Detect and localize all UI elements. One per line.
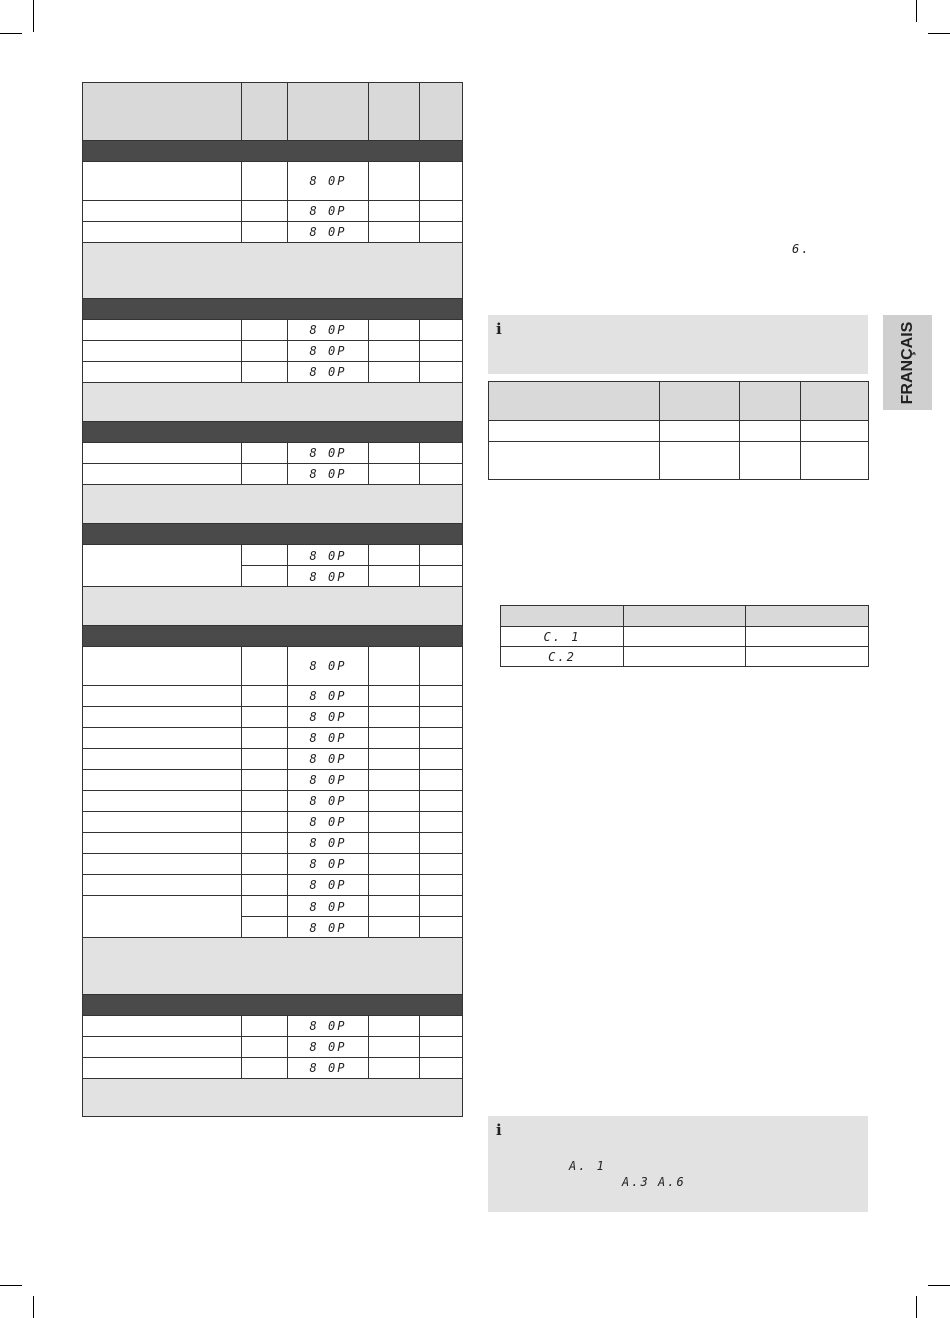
table-row <box>83 361 462 382</box>
table-row <box>83 811 462 832</box>
table-row <box>83 727 462 748</box>
info-icon: i <box>496 1121 502 1139</box>
note-row <box>83 586 462 625</box>
display-code: 8 0P <box>309 204 347 218</box>
display-code: 8 0P <box>309 225 347 239</box>
display-code: 8 0P <box>309 752 347 766</box>
note-row <box>83 242 462 298</box>
display-code: 8 0P <box>309 836 347 850</box>
crop-mark <box>33 0 34 32</box>
display-code: 8 0P <box>309 365 347 379</box>
info-icon: i <box>496 320 502 338</box>
table-row <box>83 1036 462 1057</box>
table-row <box>501 647 869 667</box>
program-table <box>82 82 463 1117</box>
segment-code-6: 6. <box>792 242 811 256</box>
note-row <box>83 937 462 994</box>
language-tab <box>883 315 932 410</box>
display-code: 8 0P <box>309 899 347 914</box>
table-row <box>83 748 462 769</box>
language-tab-label: FRANÇAIS <box>898 321 916 404</box>
display-code: 8 0P <box>309 857 347 871</box>
display-code: 8 0P <box>309 659 347 673</box>
display-code: 8 0P <box>309 920 347 935</box>
display-code: 8 0P <box>309 1061 347 1075</box>
display-code: 8 0P <box>309 773 347 787</box>
display-code: 8 0P <box>309 174 347 188</box>
info-box <box>488 1116 868 1212</box>
table-row <box>83 685 462 706</box>
table-row <box>83 340 462 361</box>
code-c1: C. 1 <box>543 629 581 644</box>
section-header <box>83 298 462 319</box>
crop-mark <box>916 0 917 22</box>
table-row <box>83 442 462 463</box>
display-code: 8 0P <box>309 1040 347 1054</box>
section-header <box>83 523 462 544</box>
table-row <box>83 200 462 221</box>
display-code: 8 0P <box>309 710 347 724</box>
table-row <box>501 627 869 647</box>
display-code: 8 0P <box>309 689 347 703</box>
table-row <box>83 853 462 874</box>
table-row <box>83 874 462 895</box>
table-row <box>83 790 462 811</box>
table-row <box>83 769 462 790</box>
table-row <box>83 221 462 242</box>
section-header <box>83 994 462 1015</box>
table-row <box>83 319 462 340</box>
table-row <box>83 463 462 484</box>
section-header <box>83 421 462 442</box>
crop-mark <box>33 1296 34 1318</box>
note-row <box>83 484 462 523</box>
table-row <box>83 895 462 937</box>
table-header <box>489 382 869 421</box>
code-c2: C.2 <box>548 649 576 664</box>
note-row <box>83 382 462 421</box>
display-code: 8 0P <box>309 878 347 892</box>
table-row <box>83 832 462 853</box>
table-row <box>83 1015 462 1036</box>
table-row <box>83 1057 462 1078</box>
display-code: 8 0P <box>309 731 347 745</box>
code-a3: A.3 <box>622 1175 650 1189</box>
c-code-table <box>500 605 869 667</box>
code-a1: A. 1 <box>569 1159 606 1173</box>
section-header <box>83 140 462 161</box>
crop-mark <box>916 1296 917 1318</box>
display-code: 8 0P <box>309 794 347 808</box>
info-box <box>488 315 868 374</box>
display-code: 8 0P <box>309 548 347 563</box>
note-row <box>83 1078 462 1116</box>
display-code: 8 0P <box>309 467 347 481</box>
table-header <box>83 83 462 140</box>
display-code: 8 0P <box>309 344 347 358</box>
table-row <box>489 442 869 480</box>
crop-mark <box>928 33 950 34</box>
display-code: 8 0P <box>309 323 347 337</box>
crop-mark <box>0 33 22 34</box>
display-code: 8 0P <box>309 569 347 584</box>
display-code: 8 0P <box>309 446 347 460</box>
table-row <box>83 161 462 200</box>
table-row <box>83 544 462 586</box>
table-row <box>83 706 462 727</box>
crop-mark <box>0 1285 22 1286</box>
code-a6: A.6 <box>658 1175 686 1189</box>
section-header <box>83 625 462 646</box>
crop-mark <box>928 1285 950 1286</box>
display-code: 8 0P <box>309 815 347 829</box>
table-row <box>83 646 462 685</box>
settings-table <box>488 381 869 480</box>
display-code: 8 0P <box>309 1019 347 1033</box>
table-row <box>489 421 869 442</box>
table-header <box>501 606 869 627</box>
